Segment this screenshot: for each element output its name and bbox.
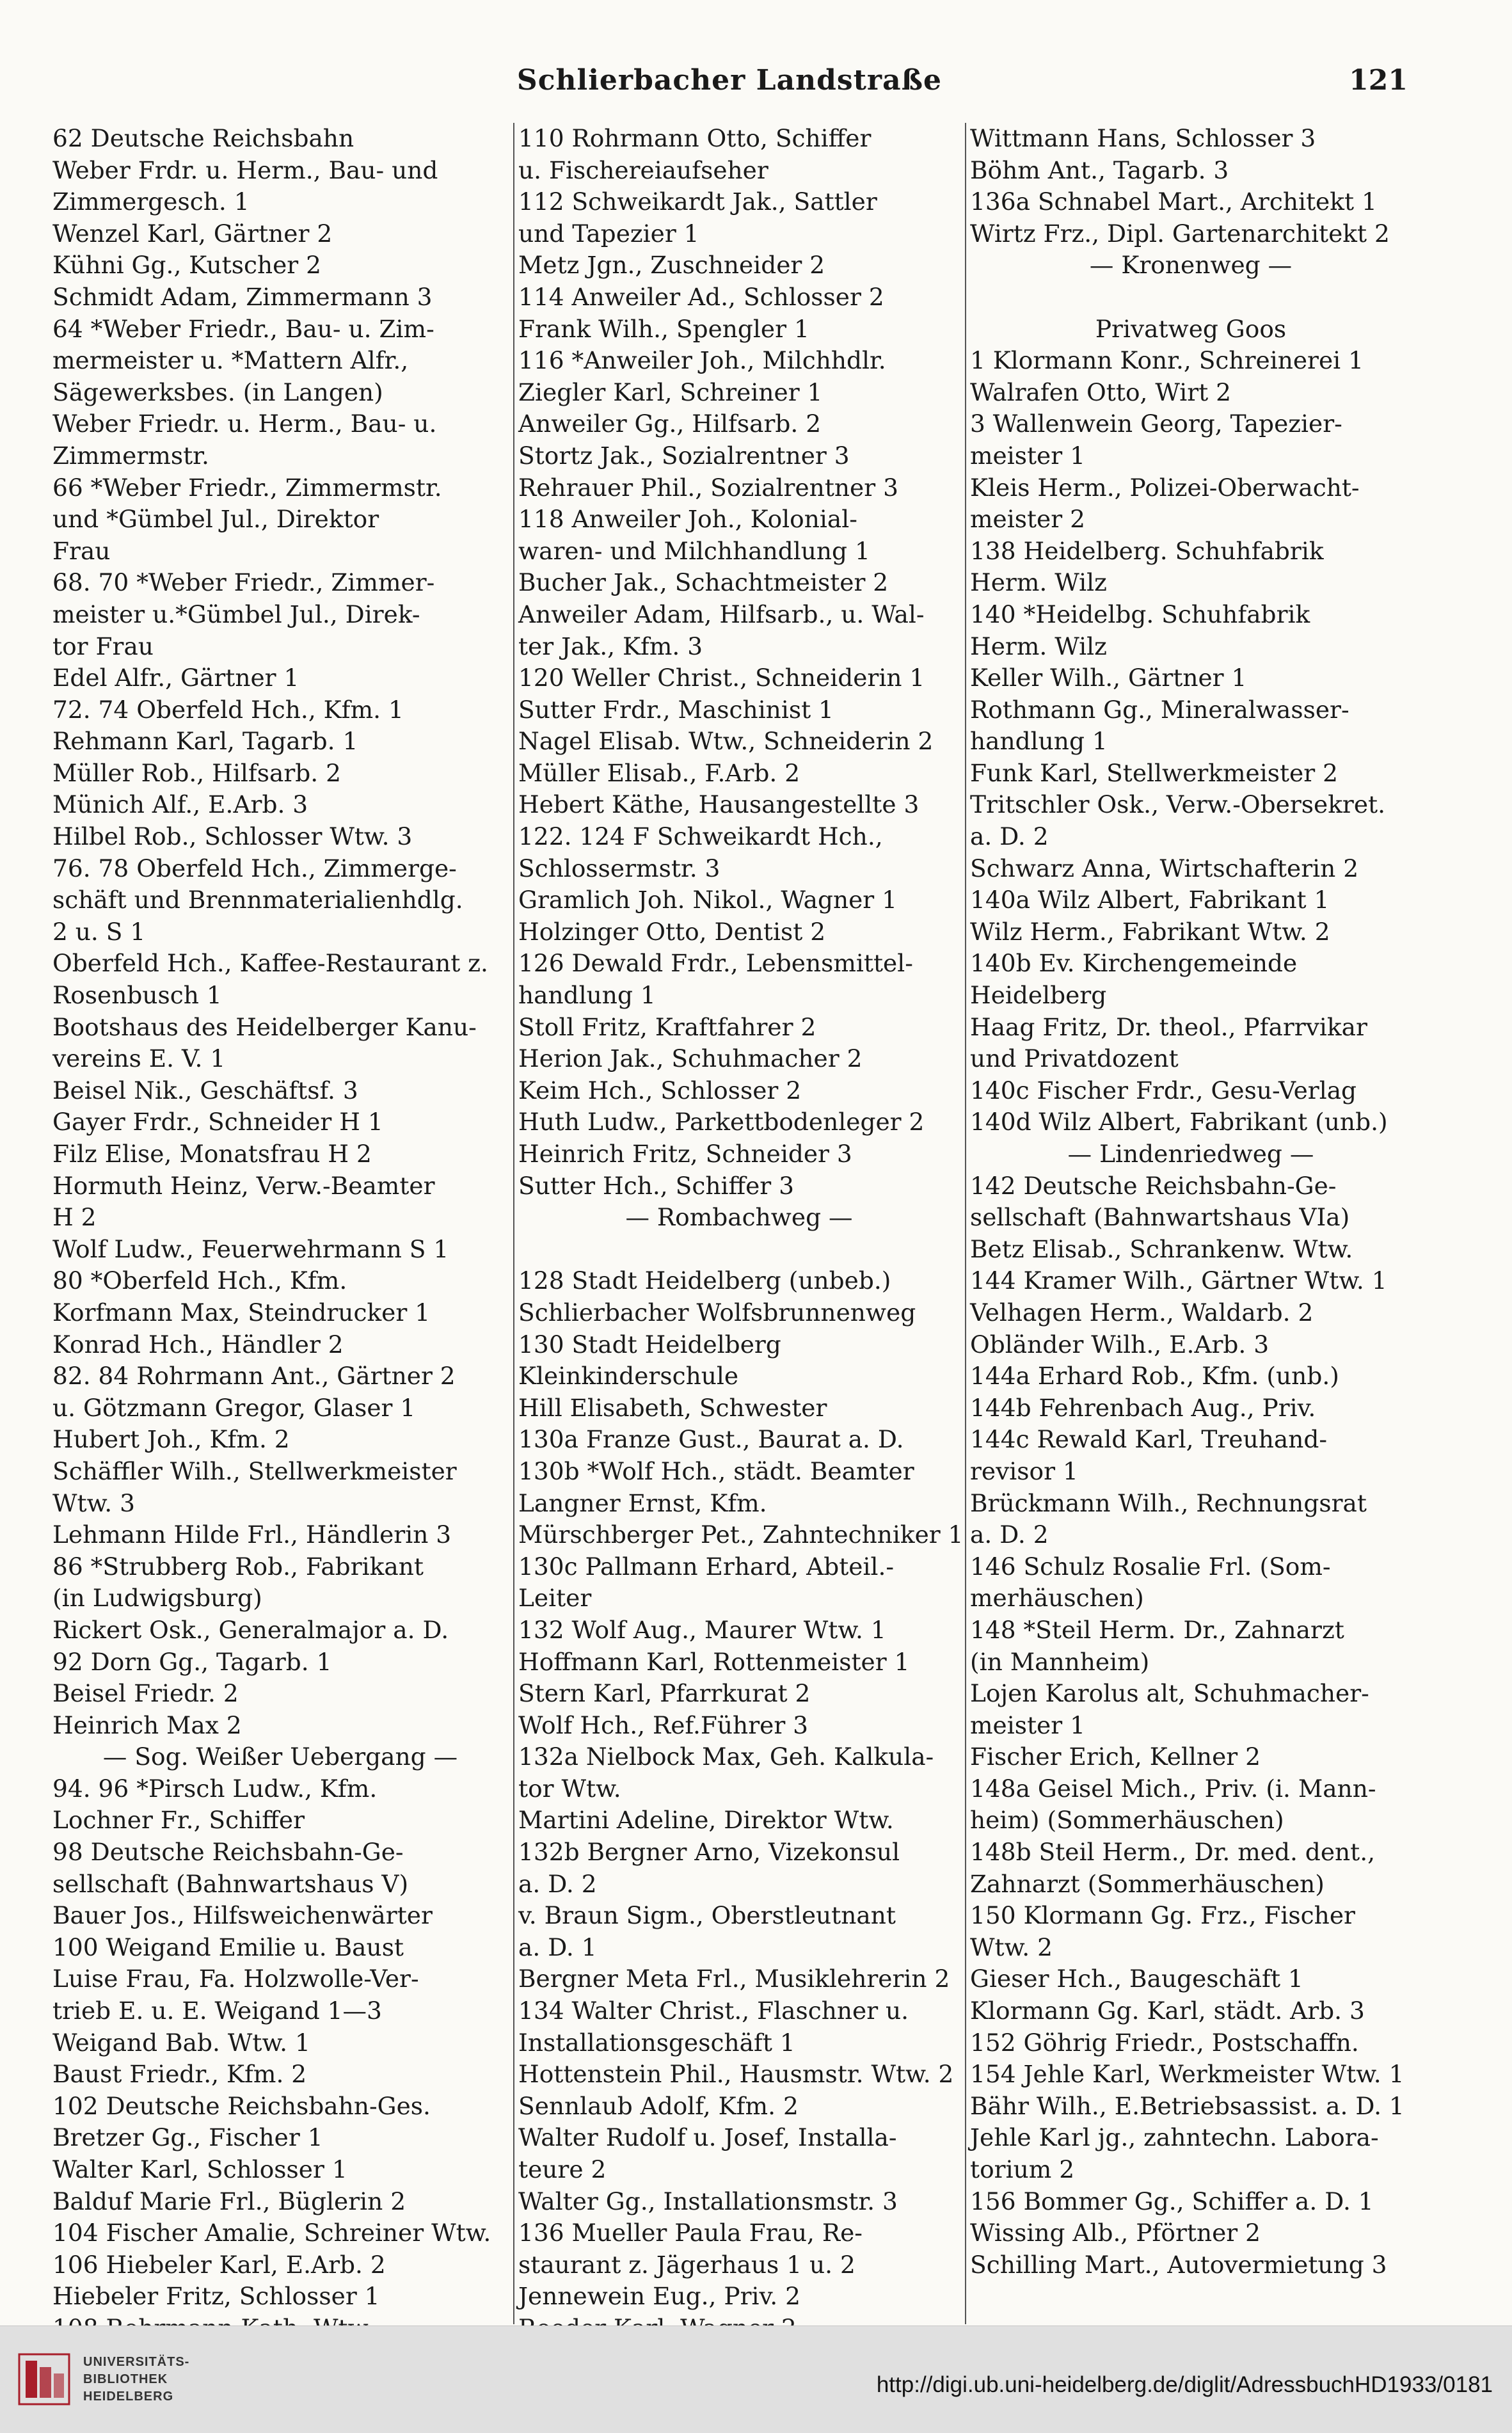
directory-entry: meister 2 (970, 505, 1085, 534)
directory-entry: 92 Dorn Gg., Tagarb. 1 (52, 1647, 332, 1676)
directory-entry: Sutter Hch., Schiffer 3 (518, 1171, 795, 1200)
permalink-url[interactable]: http://digi.ub.uni-heidelberg.de/diglit/AdressbuchHD1933/0181 (876, 2372, 1493, 2397)
directory-entry: 112 Schweikardt Jak., Sattler (518, 187, 877, 216)
directory-entry: Zimmergesch. 1 (52, 187, 250, 216)
directory-entry: meister 1 (970, 1711, 1085, 1739)
directory-entry: 152 Göhrig Friedr., Postschaffn. (970, 2028, 1359, 2057)
directory-entry: tor Wtw. (518, 1774, 621, 1803)
directory-entry: Schäffler Wilh., Stellwerkmeister (52, 1456, 457, 1485)
directory-entry: Wittmann Hans, Schlosser 3 (970, 124, 1316, 152)
directory-entry: Leiter (518, 1584, 592, 1613)
directory-entry: Stortz Jak., Sozialrentner 3 (518, 441, 850, 470)
directory-entry: Korfmann Max, Steindrucker 1 (52, 1298, 431, 1327)
directory-entry: Metz Jgn., Zuschneider 2 (518, 251, 825, 280)
directory-entry: 130a Franze Gust., Baurat a. D. (518, 1425, 904, 1454)
directory-entry: Stern Karl, Pfarrkurat 2 (518, 1679, 811, 1708)
directory-entry: Huth Ludw., Parkettbodenleger 2 (518, 1108, 925, 1137)
directory-entry: u. Götzmann Gregor, Glaser 1 (52, 1393, 416, 1422)
directory-entry: 130 Stadt Heidelberg (518, 1330, 781, 1359)
directory-entry: 100 Weigand Emilie u. Baust (52, 1933, 404, 1961)
directory-entry: 80 *Oberfeld Hch., Kfm. (52, 1266, 347, 1295)
directory-entry: Wilz Herm., Fabrikant Wtw. 2 (970, 917, 1330, 946)
directory-entry: 66 *Weber Friedr., Zimmermstr. (52, 473, 442, 502)
directory-entry: 140a Wilz Albert, Fabrikant 1 (970, 886, 1330, 914)
directory-entry: Schlossermstr. 3 (518, 854, 720, 882)
directory-entry: 140b Ev. Kirchengemeinde (970, 949, 1298, 978)
directory-entry: Walter Karl, Schlosser 1 (52, 2155, 347, 2183)
directory-entry: Funk Karl, Stellwerkmeister 2 (970, 758, 1338, 787)
directory-entry: Bähr Wilh., E.Betriebsassist. a. D. 1 (970, 2091, 1405, 2120)
directory-entry: 140 *Heidelbg. Schuhfabrik (970, 600, 1310, 628)
directory-entry: Hilbel Rob., Schlosser Wtw. 3 (52, 822, 413, 851)
directory-entry (518, 1234, 960, 1266)
directory-entry: Hiebeler Fritz, Schlosser 1 (52, 2282, 380, 2311)
directory-entry: Privatweg Goos (1095, 314, 1287, 343)
directory-entry: Langner Ernst, Kfm. (518, 1488, 767, 1517)
directory-entry: Keim Hch., Schlosser 2 (518, 1076, 802, 1105)
directory-entry: Mürschberger Pet., Zahntechniker 1 (518, 1520, 964, 1549)
directory-entry: Nagel Elisab. Wtw., Schneiderin 2 (518, 727, 934, 756)
directory-entry: 128 Stadt Heidelberg (unbeb.) (518, 1266, 891, 1295)
directory-entry: 118 Anweiler Joh., Kolonial- (518, 505, 857, 534)
directory-entry: Heinrich Fritz, Schneider 3 (518, 1140, 852, 1168)
directory-entry: H 2 (52, 1203, 97, 1232)
directory-entry: Anweiler Gg., Hilfsarb. 2 (518, 410, 822, 438)
directory-entry: a. D. 2 (970, 822, 1049, 851)
directory-entry: 2 u. S 1 (52, 917, 146, 946)
directory-entry: 132a Nielbock Max, Geh. Kalkula- (518, 1743, 934, 1771)
directory-entry (970, 282, 1412, 314)
directory-entry: 94. 96 *Pirsch Ludw., Kfm. (52, 1774, 378, 1803)
library-logo[interactable] (17, 2352, 189, 2407)
directory-entry: Wtw. 2 (970, 1933, 1053, 1961)
directory-entry: 150 Klormann Gg. Frz., Fischer (970, 1901, 1355, 1930)
directory-entry: Weber Frdr. u. Herm., Bau- und (52, 156, 438, 184)
directory-entry: Heidelberg (970, 981, 1107, 1010)
directory-entry: Weber Friedr. u. Herm., Bau- u. (52, 410, 437, 438)
directory-entry: sellschaft (Bahnwartshaus V) (52, 1869, 409, 1898)
directory-entry: 140d Wilz Albert, Fabrikant (unb.) (970, 1108, 1388, 1137)
directory-entry: Beisel Nik., Geschäftsf. 3 (52, 1076, 358, 1105)
directory-entry: Kühni Gg., Kutscher 2 (52, 251, 321, 280)
directory-entry: 144 Kramer Wilh., Gärtner Wtw. 1 (970, 1266, 1387, 1295)
column-1 (52, 123, 514, 2324)
running-title: Schlierbacher Landstraße (516, 64, 943, 97)
logo-line: UNIVERSITÄTS- (83, 2354, 190, 2369)
directory-entry: Gramlich Joh. Nikol., Wagner 1 (518, 886, 898, 914)
directory-entry: trieb E. u. E. Weigand 1—3 (52, 1997, 382, 2025)
directory-entry: 76. 78 Oberfeld Hch., Zimmerge- (52, 854, 457, 882)
directory-entry: Walrafen Otto, Wirt 2 (970, 378, 1232, 406)
directory-entry: 64 *Weber Friedr., Bau- u. Zim- (52, 314, 434, 343)
directory-entry: Luise Frau, Fa. Holzwolle-Ver- (52, 1965, 419, 1993)
directory-entry: revisor 1 (970, 1456, 1078, 1485)
directory-entry: 138 Heidelberg. Schuhfabrik (970, 536, 1324, 565)
directory-entry: Klormann Gg. Karl, städt. Arb. 3 (970, 1997, 1365, 2025)
directory-entry: Rosenbusch 1 (52, 981, 222, 1010)
directory-entry: Hill Elisabeth, Schwester (518, 1393, 827, 1422)
directory-entry: 82. 84 Rohrmann Ant., Gärtner 2 (52, 1362, 456, 1391)
directory-entry: Hoffmann Karl, Rottenmeister 1 (518, 1647, 910, 1676)
directory-entry: 130c Pallmann Erhard, Abteil.- (518, 1552, 895, 1581)
directory-entry: Oberfeld Hch., Kaffee-Restaurant z. (52, 949, 488, 978)
street-section-heading: — Sog. Weißer Uebergang — (102, 1743, 458, 1771)
directory-entry: v. Braun Sigm., Oberstleutnant (518, 1901, 896, 1930)
directory-entry: a. D. 1 (518, 1933, 597, 1961)
directory-entry: Walter Rudolf u. Josef, Installa- (518, 2123, 897, 2152)
directory-entry: a. D. 2 (518, 1869, 597, 1898)
directory-entry: teure 2 (518, 2155, 607, 2183)
directory-entry: Martini Adeline, Direktor Wtw. (518, 1806, 894, 1835)
directory-entry: Kleis Herm., Polizei-Oberwacht- (970, 473, 1360, 502)
directory-entry: Hebert Käthe, Hausangestellte 3 (518, 790, 919, 819)
directory-entry: Betz Elisab., Schrankenw. Wtw. (970, 1234, 1353, 1263)
directory-entry: 114 Anweiler Ad., Schlosser 2 (518, 282, 884, 311)
directory-entry: Schilling Mart., Autovermietung 3 (970, 2250, 1387, 2279)
directory-entry: Böhm Ant., Tagarb. 3 (970, 156, 1229, 184)
directory-entry: 62 Deutsche Reichsbahn (52, 124, 354, 152)
directory-entry: sellschaft (Bahnwartshaus VIa) (970, 1203, 1350, 1232)
directory-entry: (in Ludwigsburg) (52, 1584, 262, 1613)
directory-entry: Gieser Hch., Baugeschäft 1 (970, 1965, 1303, 1993)
directory-entry: staurant z. Jägerhaus 1 u. 2 (518, 2250, 855, 2279)
directory-entry: merhäuschen) (970, 1584, 1144, 1613)
directory-entry: und *Gümbel Jul., Direktor (52, 505, 379, 534)
directory-entry: Bergner Meta Frl., Musiklehrerin 2 (518, 1965, 950, 1993)
viewer-footer (0, 2325, 1512, 2433)
directory-entry: Wissing Alb., Pförtner 2 (970, 2219, 1261, 2247)
directory-entry: Velhagen Herm., Waldarb. 2 (970, 1298, 1314, 1327)
directory-entry: Herm. Wilz (970, 632, 1107, 660)
directory-entry: tor Frau (52, 632, 154, 660)
page-header (51, 64, 1408, 109)
directory-entry: Müller Rob., Hilfsarb. 2 (52, 758, 341, 787)
directory-entry: 148 *Steil Herm. Dr., Zahnarzt (970, 1615, 1344, 1644)
directory-entry: Anweiler Adam, Hilfsarb., u. Wal- (518, 600, 925, 628)
directory-entry: 72. 74 Oberfeld Hch., Kfm. 1 (52, 695, 404, 724)
logo-line: BIBLIOTHEK (83, 2372, 168, 2386)
directory-entry: Edel Alfr., Gärtner 1 (52, 664, 299, 692)
directory-entry: Sennlaub Adolf, Kfm. 2 (518, 2091, 799, 2120)
directory-entry: Rehmann Karl, Tagarb. 1 (52, 727, 358, 756)
directory-entry: Herion Jak., Schuhmacher 2 (518, 1044, 863, 1073)
directory-entry: 136 Mueller Paula Frau, Re- (518, 2219, 863, 2247)
directory-entry: Beisel Friedr. 2 (52, 1679, 239, 1708)
directory-entry: Holzinger Otto, Dentist 2 (518, 917, 826, 946)
directory-entry: 3 Wallenwein Georg, Tapezier- (970, 410, 1342, 438)
directory-entry: Münich Alf., E.Arb. 3 (52, 790, 308, 819)
directory-entry: Bretzer Gg., Fischer 1 (52, 2123, 323, 2152)
directory-entry: u. Fischereiaufseher (518, 156, 768, 184)
directory-entry: Hottenstein Phil., Hausmstr. Wtw. 2 (518, 2060, 954, 2089)
directory-entry: 146 Schulz Rosalie Frl. (Som- (970, 1552, 1331, 1581)
directory-entry: und Privatdozent (970, 1044, 1179, 1073)
directory-entry: Sägewerksbes. (in Langen) (52, 378, 383, 406)
directory-entry: mermeister u. *Mattern Alfr., (52, 346, 409, 375)
directory-entry: 132 Wolf Aug., Maurer Wtw. 1 (518, 1615, 886, 1644)
street-section-heading: — Lindenriedweg — (1067, 1140, 1314, 1168)
directory-entry: Bauer Jos., Hilfsweichenwärter (52, 1901, 433, 1930)
column-3 (970, 123, 1412, 2324)
directory-entry: Rothmann Gg., Mineralwasser- (970, 695, 1349, 724)
directory-entry: 102 Deutsche Reichsbahn-Ges. (52, 2091, 431, 2120)
directory-entry: Frau (52, 536, 111, 565)
directory-entry: handlung 1 (970, 727, 1108, 756)
directory-entry: 104 Fischer Amalie, Schreiner Wtw. (52, 2219, 491, 2247)
directory-entry: Heinrich Max 2 (52, 1711, 242, 1739)
directory-entry: Bucher Jak., Schachtmeister 2 (518, 568, 889, 597)
library-logo-text (83, 2354, 189, 2405)
directory-entry: Frank Wilh., Spengler 1 (518, 314, 809, 343)
directory-entry: 110 Rohrmann Otto, Schiffer (518, 124, 871, 152)
directory-entry: 134 Walter Christ., Flaschner u. (518, 1997, 909, 2025)
directory-entry: Gayer Frdr., Schneider H 1 (52, 1108, 383, 1137)
directory-entry: torium 2 (970, 2155, 1075, 2183)
directory-entry: Wolf Hch., Ref.Führer 3 (518, 1711, 809, 1739)
directory-entry: 136a Schnabel Mart., Architekt 1 (970, 187, 1377, 216)
directory-entry: Wolf Ludw., Feuerwehrmann S 1 (52, 1234, 449, 1263)
directory-entry: 154 Jehle Karl, Werkmeister Wtw. 1 (970, 2060, 1405, 2089)
directory-entry: vereins E. V. 1 (52, 1044, 226, 1073)
directory-entry: Walter Gg., Installationsmstr. 3 (518, 2187, 898, 2215)
directory-entry: 106 Hiebeler Karl, E.Arb. 2 (52, 2250, 386, 2279)
library-seal-icon (17, 2352, 72, 2407)
directory-entry: waren- und Milchhandlung 1 (518, 536, 870, 565)
directory-entry: Hubert Joh., Kfm. 2 (52, 1425, 290, 1454)
directory-entry: Wirtz Frz., Dipl. Gartenarchitekt 2 (970, 219, 1390, 248)
directory-entry: Kleinkinderschule (518, 1362, 739, 1391)
directory-entry: Bootshaus des Heidelberger Kanu- (52, 1012, 477, 1041)
directory-entry: 120 Weller Christ., Schneiderin 1 (518, 664, 925, 692)
directory-entry: Schwarz Anna, Wirtschafterin 2 (970, 854, 1359, 882)
directory-entry: Wenzel Karl, Gärtner 2 (52, 219, 333, 248)
directory-entry: 144c Rewald Karl, Treuhand- (970, 1425, 1328, 1454)
directory-entry: Balduf Marie Frl., Büglerin 2 (52, 2187, 406, 2215)
directory-entry: 142 Deutsche Reichsbahn-Ge- (970, 1171, 1337, 1200)
directory-entry: 156 Bommer Gg., Schiffer a. D. 1 (970, 2187, 1374, 2215)
directory-entry: schäft und Brennmaterialienhdlg. (52, 886, 463, 914)
column-2 (518, 123, 966, 2324)
directory-entry: Schmidt Adam, Zimmermann 3 (52, 282, 433, 311)
street-section-heading: — Kronenweg — (1089, 251, 1293, 280)
directory-entry: Rickert Osk., Generalmajor a. D. (52, 1615, 449, 1644)
directory-entry: Sutter Frdr., Maschinist 1 (518, 695, 834, 724)
directory-entry: Jehle Karl jg., zahntechn. Labora- (970, 2123, 1379, 2152)
directory-entry: meister 1 (970, 441, 1085, 470)
directory-entry: Wtw. 3 (52, 1488, 135, 1517)
directory-entry: Ziegler Karl, Schreiner 1 (518, 378, 823, 406)
directory-entry: Hormuth Heinz, Verw.-Beamter (52, 1171, 435, 1200)
directory-entry: Brückmann Wilh., Rechnungsrat (970, 1488, 1367, 1517)
directory-entry: (in Mannheim) (970, 1647, 1150, 1676)
directory-entry: 126 Dewald Frdr., Lebensmittel- (518, 949, 913, 978)
directory-entry: heim) (Sommerhäuschen) (970, 1806, 1284, 1835)
directory-entry: Filz Elise, Monatsfrau H 2 (52, 1140, 372, 1168)
street-section-heading: — Rombachweg — (625, 1203, 853, 1232)
directory-entry: 132b Bergner Arno, Vizekonsul (518, 1838, 900, 1867)
directory-entry: Jennewein Eug., Priv. 2 (518, 2282, 800, 2311)
directory-entry: 130b *Wolf Hch., städt. Beamter (518, 1456, 914, 1485)
directory-entry: a. D. 2 (970, 1520, 1049, 1549)
directory-entry: Rehrauer Phil., Sozialrentner 3 (518, 473, 898, 502)
directory-entry: meister u.*Gümbel Jul., Direk- (52, 600, 420, 628)
page-number: 121 (1349, 64, 1408, 97)
directory-entry: 148b Steil Herm., Dr. med. dent., (970, 1838, 1376, 1867)
directory-entry: Tritschler Osk., Verw.-Obersekret. (970, 790, 1386, 819)
directory-entry: 148a Geisel Mich., Priv. (i. Mann- (970, 1774, 1376, 1803)
directory-entry: 68. 70 *Weber Friedr., Zimmer- (52, 568, 435, 597)
directory-entry: Schlierbacher Wolfsbrunnenweg (518, 1298, 916, 1327)
directory-entry: Zahnarzt (Sommerhäuschen) (970, 1869, 1325, 1898)
directory-entry: Müller Elisab., F.Arb. 2 (518, 758, 800, 787)
directory-entry: 144b Fehrenbach Aug., Priv. (970, 1393, 1316, 1422)
logo-line: HEIDELBERG (83, 2389, 174, 2404)
directory-entry: Lochner Fr., Schiffer (52, 1806, 305, 1835)
directory-entry: Installationsgeschäft 1 (518, 2028, 795, 2057)
directory-entry: ter Jak., Kfm. 3 (518, 632, 703, 660)
directory-entry: Lehmann Hilde Frl., Händlerin 3 (52, 1520, 452, 1549)
directory-entry: 98 Deutsche Reichsbahn-Ge- (52, 1838, 404, 1867)
directory-entry: Fischer Erich, Kellner 2 (970, 1743, 1261, 1771)
directory-entry: Weigand Bab. Wtw. 1 (52, 2028, 310, 2057)
directory-entry: Zimmermstr. (52, 441, 209, 470)
directory-entry: Stoll Fritz, Kraftfahrer 2 (518, 1012, 816, 1041)
directory-entry: 116 *Anweiler Joh., Milchhdlr. (518, 346, 886, 375)
directory-entry: 1 Klormann Konr., Schreinerei 1 (970, 346, 1364, 375)
directory-entry: und Tapezier 1 (518, 219, 699, 248)
directory-entry: Baust Friedr., Kfm. 2 (52, 2060, 307, 2089)
directory-entry: Konrad Hch., Händler 2 (52, 1330, 344, 1359)
directory-entry: 86 *Strubberg Rob., Fabrikant (52, 1552, 424, 1581)
directory-entry: 140c Fischer Frdr., Gesu-Verlag (970, 1076, 1357, 1105)
directory-entry: handlung 1 (518, 981, 656, 1010)
directory-entry: 144a Erhard Rob., Kfm. (unb.) (970, 1362, 1339, 1391)
directory-entry: 122. 124 F Schweikardt Hch., (518, 822, 883, 851)
directory-entry: Herm. Wilz (970, 568, 1107, 597)
directory-entry: Lojen Karolus alt, Schuhmacher- (970, 1679, 1369, 1708)
directory-entry: Obländer Wilh., E.Arb. 3 (970, 1330, 1269, 1359)
directory-entry: Haag Fritz, Dr. theol., Pfarrvikar (970, 1012, 1367, 1041)
directory-entry: Keller Wilh., Gärtner 1 (970, 664, 1247, 692)
